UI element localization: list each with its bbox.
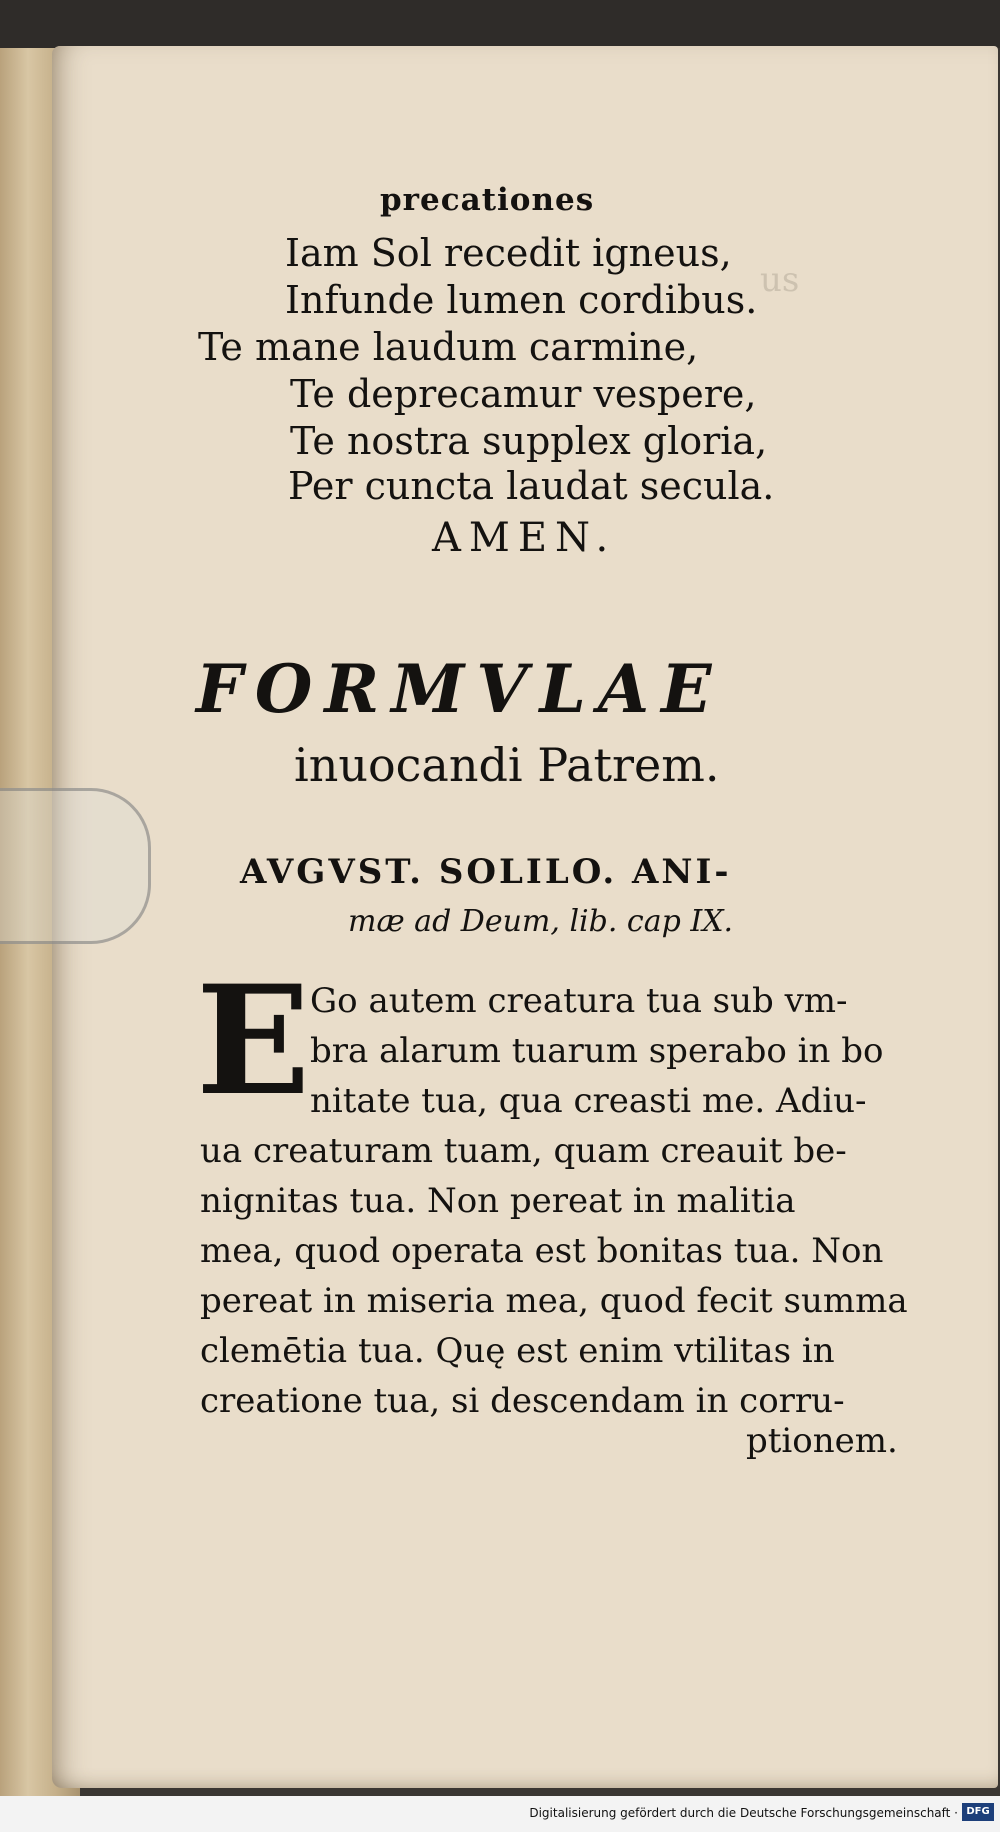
scan-background-top	[0, 0, 1000, 48]
running-head: precationes	[380, 182, 595, 218]
amen-line: AMEN.	[432, 515, 617, 561]
drop-cap: E	[196, 953, 311, 1129]
body-line-9: creatione tua, si descendam in corru-	[200, 1381, 845, 1421]
show-through-text: us	[760, 260, 800, 300]
verse-line-3: Te mane laudum carmine,	[198, 325, 699, 369]
body-line-8: clemētia tua. Quę est enim vtilitas in	[200, 1331, 835, 1371]
body-line-3: nitate tua, qua creasti me. Adiu-	[310, 1081, 867, 1121]
verse-line-5: Te nostra supplex gloria,	[290, 419, 768, 463]
body-line-6: mea, quod operata est bonitas tua. Non	[200, 1231, 884, 1271]
body-line-2: bra alarum tuarum sperabo in bo	[310, 1031, 884, 1071]
page-clip	[0, 788, 151, 944]
verse-line-2: Infunde lumen cordibus.	[285, 278, 758, 322]
source-line-1: AVGVST. SOLILO. ANI-	[240, 852, 732, 892]
body-line-10: ptionem.	[746, 1421, 898, 1461]
dfg-logo: DFG	[962, 1803, 994, 1821]
section-title: FORMVLAE	[196, 650, 724, 728]
verse-line-6: Per cuncta laudat secula.	[288, 464, 775, 508]
section-subtitle: inuocandi Patrem.	[294, 738, 720, 792]
source-line-2: mæ ad Deum, lib. cap IX.	[348, 904, 734, 939]
verse-line-1: Iam Sol recedit igneus,	[285, 231, 732, 275]
body-line-4: ua creaturam tuam, quam creauit be-	[200, 1131, 847, 1171]
digitization-credit: Digitalisierung gefördert durch die Deutsche Forschungsgemeinschaft ·	[529, 1806, 958, 1820]
body-line-5: nignitas tua. Non pereat in malitia	[200, 1181, 796, 1221]
body-line-1: Go autem creatura tua sub vm-	[310, 981, 848, 1021]
verse-line-4: Te deprecamur vespere,	[290, 372, 757, 416]
body-line-7: pereat in miseria mea, quod fecit summa	[200, 1281, 908, 1321]
